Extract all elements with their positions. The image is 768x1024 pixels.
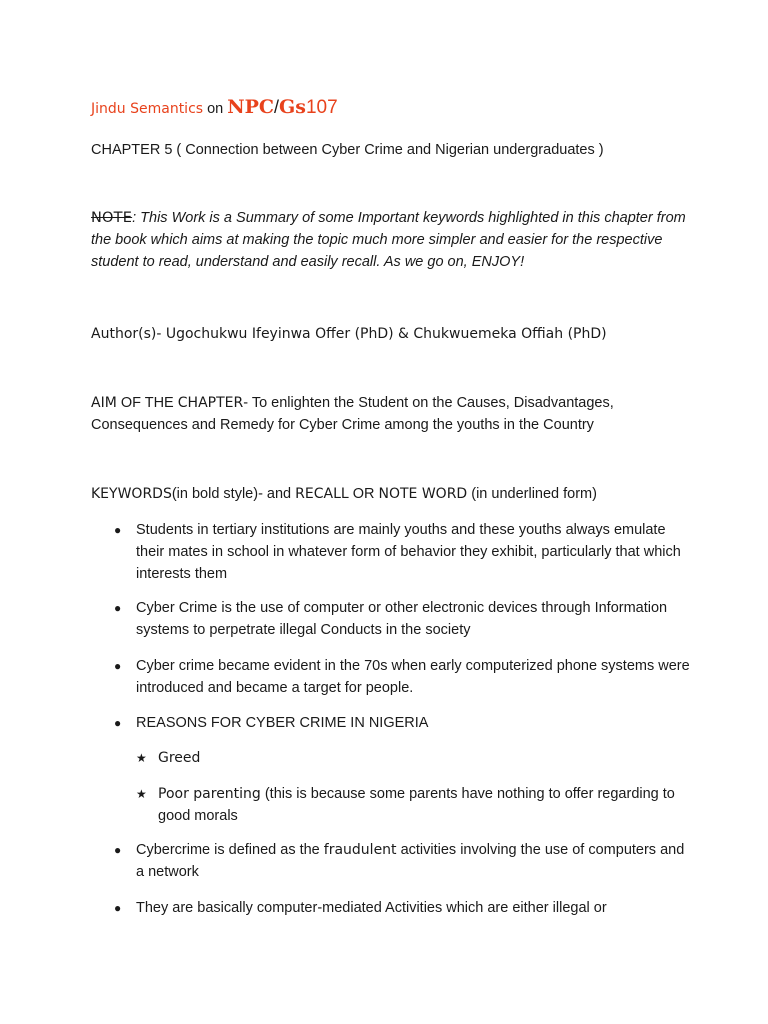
note-word: NOTE WORD bbox=[378, 486, 468, 502]
bullet-dot: ● bbox=[114, 716, 122, 730]
cybercrime-def-post: activities involving the use of computers and a network bbox=[136, 842, 685, 880]
authors-names: Ugochukwu Ifeyinwa Offer (PhD) & Chukwuemeka Offiah (PhD) bbox=[161, 326, 607, 342]
note-paragraph bbox=[91, 207, 691, 273]
bullet-item: Students in tertiary institutions are mainly youths and these youths always emulate their mates in school in whatever form of behavior they exhibit, particularly that which interests them bbox=[136, 522, 681, 582]
fraudulent-word: fraudulent bbox=[323, 842, 397, 858]
aim-chapter-word: CHAPTER bbox=[177, 395, 244, 411]
aim-of-the: OF THE bbox=[116, 395, 178, 411]
authors-line bbox=[91, 323, 607, 345]
note-body: : This Work is a Summary of some Important keywords highlighted in this chapter from the book which aims at making the topic much more simpler and easier for the respective student to read, understand and easily recall. As we go on, ENJOY! bbox=[91, 210, 686, 270]
sub-bullet-item bbox=[158, 747, 698, 769]
aim-paragraph bbox=[91, 392, 691, 436]
brand-number: 107 bbox=[305, 97, 338, 118]
authors-label: Author(s)- bbox=[91, 326, 162, 342]
poor-parenting-text: (this is because some parents have nothing to offer regarding to good morals bbox=[158, 786, 675, 824]
bullet-dot: ● bbox=[114, 843, 122, 857]
bullet-dot: ● bbox=[114, 523, 122, 537]
bullet-item: They are basically computer-mediated Activities which are either illegal or bbox=[136, 900, 607, 916]
keywords-word: KEYWORDS bbox=[91, 486, 172, 502]
bullet-item bbox=[136, 839, 696, 883]
star-bullet: ★ bbox=[136, 751, 147, 765]
keywords-text-1: (in bold style)- and bbox=[171, 486, 296, 502]
bullet-dot: ● bbox=[114, 659, 122, 673]
bullet-item: Cyber Crime is the use of computer or other electronic devices through Information systems to perpetrate illegal Conducts in the society bbox=[136, 600, 668, 638]
bullet-item: Cyber crime became evident in the 70s when early computerized phone systems were introduced and became a target for people. bbox=[136, 658, 690, 696]
aim-text: - To enlighten the Student on the Causes, Disadvantages, Consequences and Remedy for Cyber Crime among the youths in the Country bbox=[91, 395, 614, 433]
note-label: NOTE bbox=[91, 210, 133, 226]
poor-parenting-word: Poor parenting bbox=[158, 786, 261, 802]
greed-word: Greed bbox=[158, 750, 201, 766]
aim-word: AIM bbox=[91, 395, 117, 411]
bullet-dot: ● bbox=[114, 601, 122, 615]
chapter-title: CHAPTER 5 ( Connection between Cyber Crime and Nigerian undergraduates ) bbox=[91, 142, 604, 158]
cybercrime-def-pre: Cybercrime is defined as the bbox=[136, 842, 324, 858]
bullet-dot: ● bbox=[114, 901, 122, 915]
recall-word: RECALL bbox=[295, 486, 349, 502]
brand-name: Jindu Semantics bbox=[91, 101, 204, 117]
star-bullet: ★ bbox=[136, 787, 147, 801]
brand-npc: NPC bbox=[227, 96, 275, 118]
sub-bullet-item bbox=[158, 783, 698, 827]
brand-header bbox=[91, 96, 338, 120]
brand-slash: / bbox=[274, 97, 280, 117]
brand-gs: Gs bbox=[279, 96, 306, 118]
brand-on: on bbox=[203, 101, 228, 117]
or-word: OR bbox=[348, 486, 379, 502]
keywords-legend bbox=[91, 483, 597, 505]
bullet-item: REASONS FOR CYBER CRIME IN NIGERIA bbox=[136, 715, 429, 731]
keywords-text-2: (in underlined form) bbox=[467, 486, 597, 502]
